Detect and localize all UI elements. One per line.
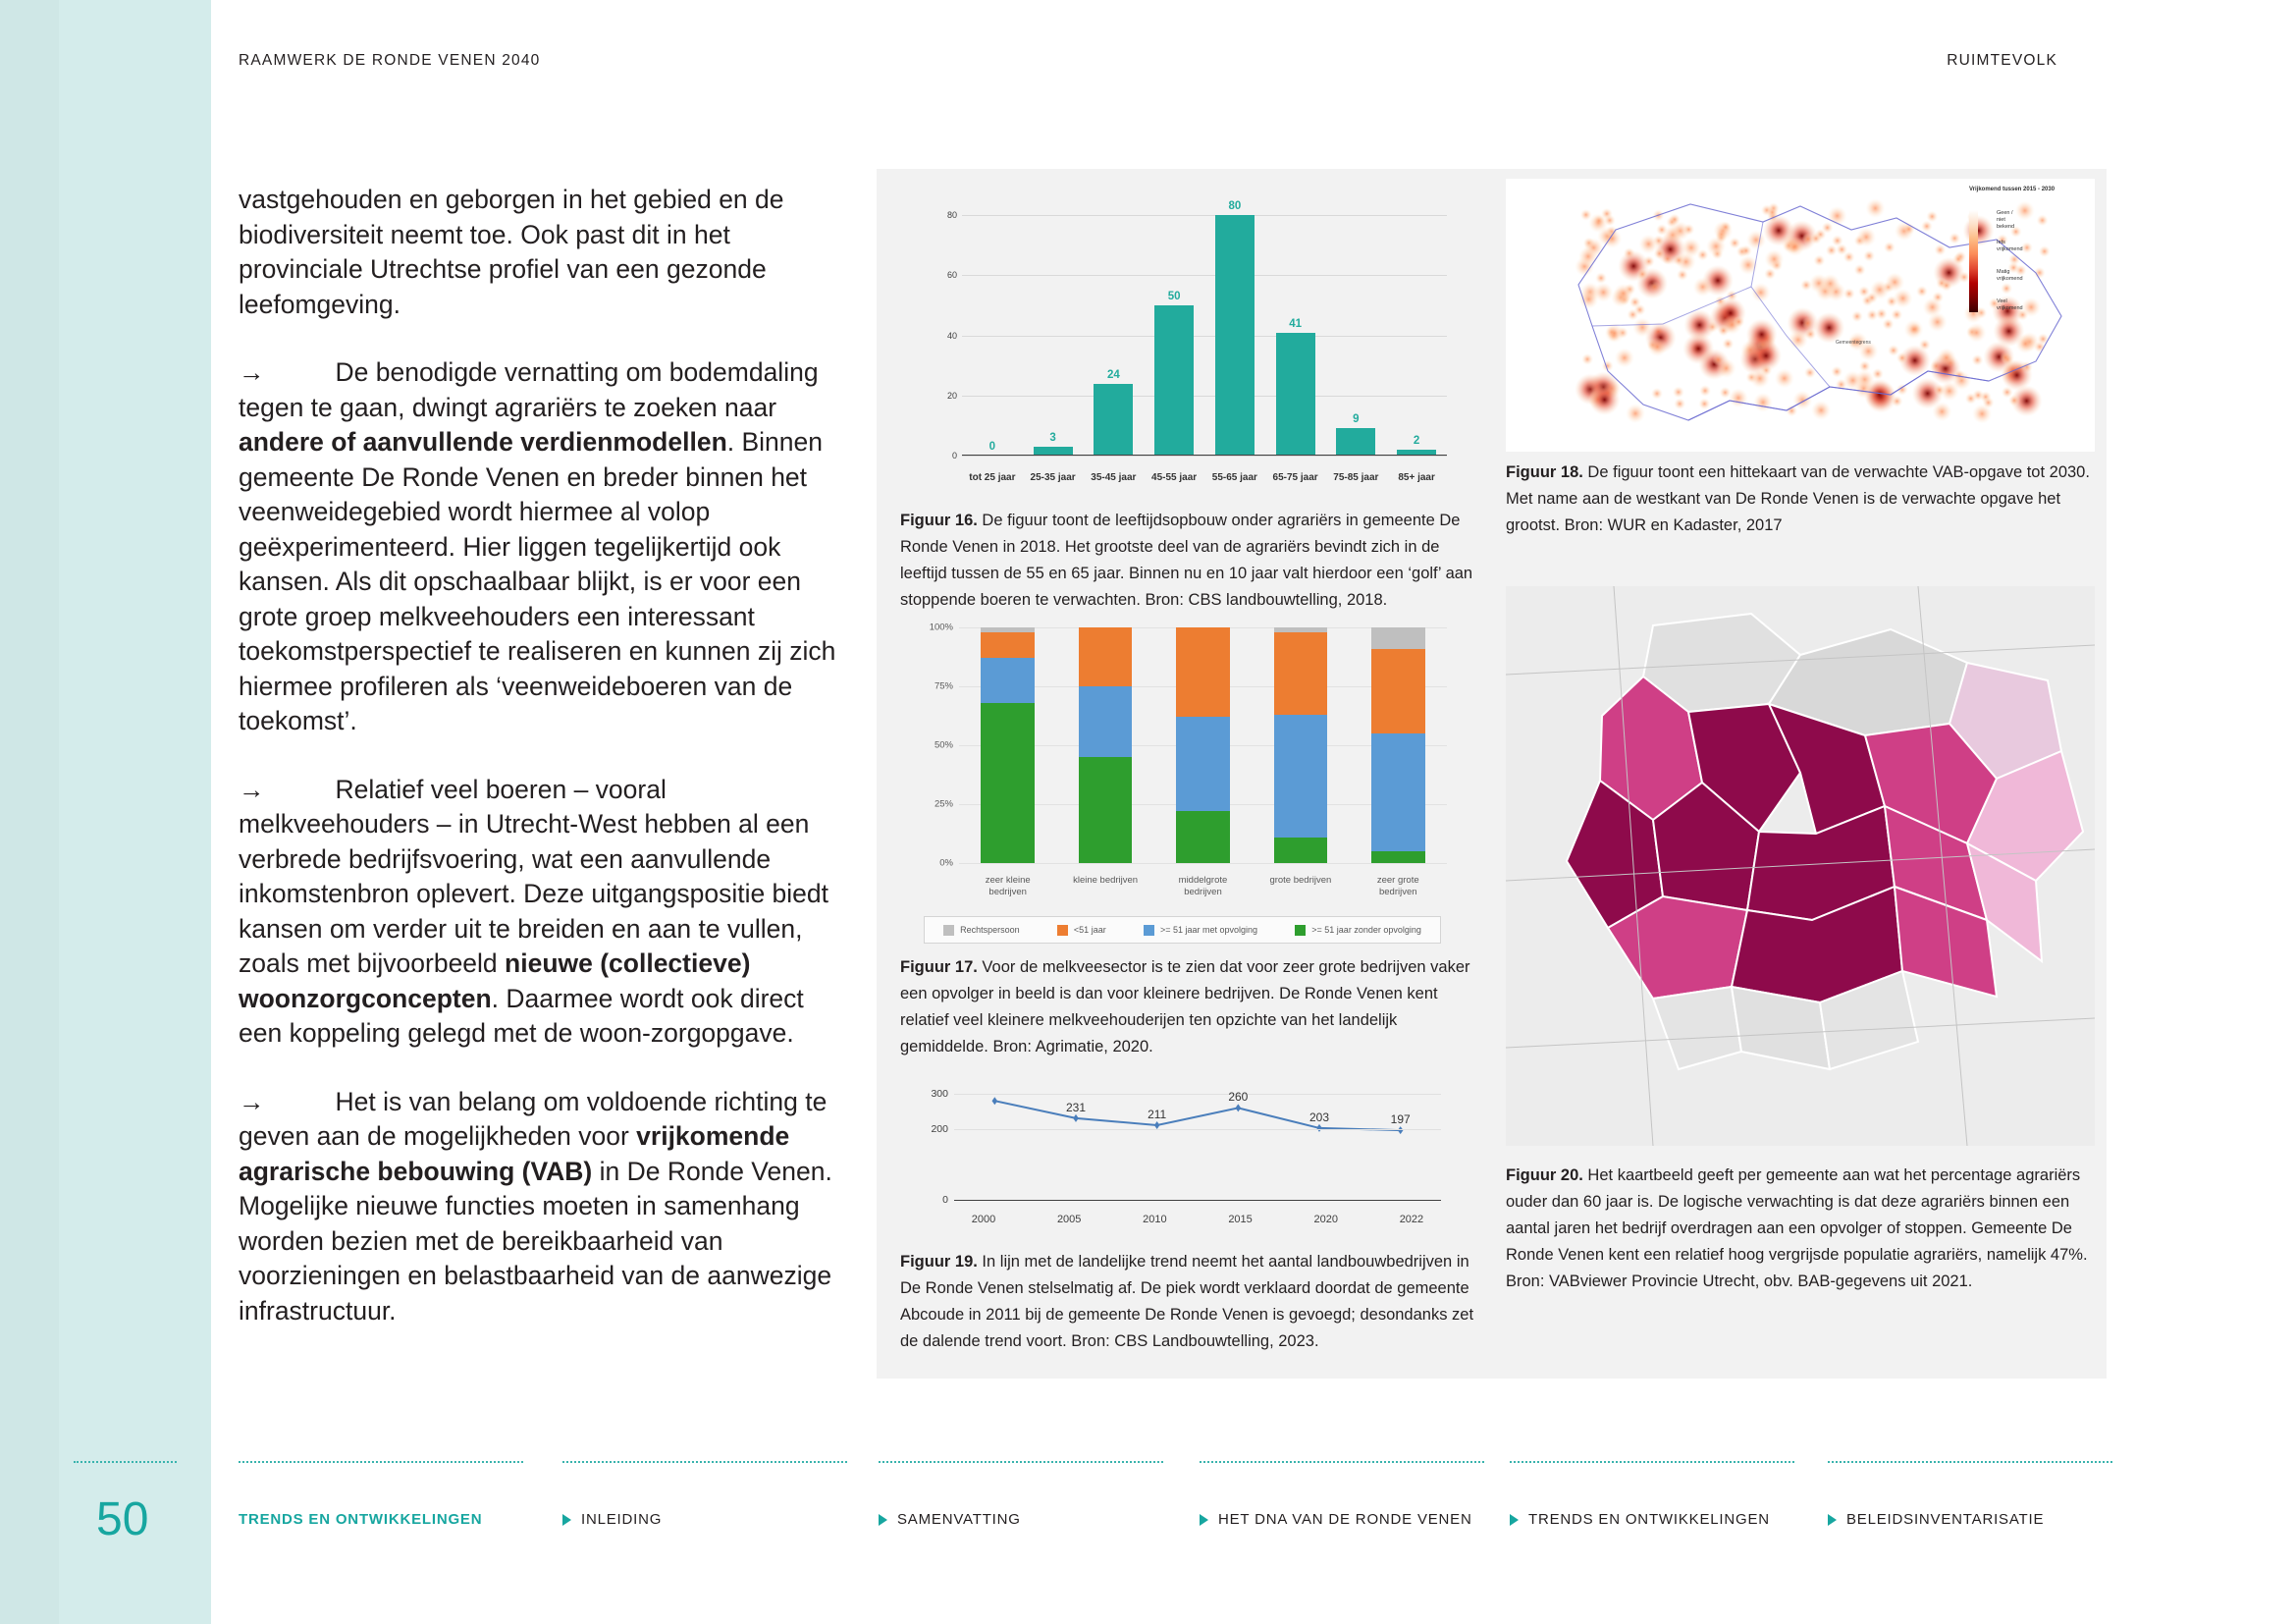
play-triangle-icon xyxy=(1828,1514,1837,1526)
fig17-gridline xyxy=(959,863,1447,864)
fig18-legend-row: Geen / niet bekend xyxy=(1997,210,2015,230)
figure-17-caption-text: Voor de melkveesector is te zien dat voor zeer grote bedrijven vaker een opvolger in beeld is dan voor kleinere bedrijven. De Ronde Venen kent relatief veel kleinere melkveehouderijen ten opzichte van het landelijk gemiddelde. Bron: Agrimatie, 2020. xyxy=(900,958,1470,1056)
fig17-y-tick: 75% xyxy=(934,680,953,692)
fig16-bar-item xyxy=(1268,200,1323,456)
fig17-plot-area xyxy=(929,622,1447,869)
fig18-heat-blob xyxy=(1746,319,1778,351)
fig19-marker xyxy=(1073,1114,1079,1122)
fig16-y-tick: 20 xyxy=(946,390,957,401)
figure-20-choropleth-map xyxy=(1506,586,2095,1146)
fig19-polyline xyxy=(994,1101,1400,1130)
fig18-heat-blob xyxy=(1627,308,1638,320)
fig18-heat-blob xyxy=(1884,242,1896,253)
fig16-bar-value: 24 xyxy=(1106,368,1120,381)
fig16-x-axis xyxy=(962,455,1447,456)
fig16-bar xyxy=(1154,305,1194,456)
fig16-y-tick: 0 xyxy=(951,451,957,460)
fig17-category-label: zeer grote bedrijven xyxy=(1376,875,1419,897)
fig18-heat-blob xyxy=(1698,398,1710,409)
figure-18-heatmap-map xyxy=(1506,179,2095,452)
fig18-heat-blob xyxy=(1578,246,1598,266)
fig19-marker xyxy=(1154,1121,1160,1129)
fig16-category-label: 25-35 jaar xyxy=(1030,472,1076,483)
fig17-y-tick: 50% xyxy=(934,739,953,751)
figure-16-caption xyxy=(900,508,1477,614)
fig18-heat-blob xyxy=(1720,221,1732,233)
fig17-stacked-column xyxy=(1274,627,1328,863)
fig18-heat-blob xyxy=(1581,353,1593,365)
fig17-category-label: kleine bedrijven xyxy=(1073,875,1139,886)
fig19-x-axis xyxy=(954,1200,1441,1201)
fig18-heat-blob xyxy=(1648,281,1660,293)
fig17-legend xyxy=(924,916,1441,944)
fig18-heat-blob xyxy=(1919,339,1931,351)
figure-16-caption-text: De figuur toont de leeftijdsopbouw onder agrariërs in gemeente De Ronde Venen in 2018. Het grootste deel van de agrariërs bevindt zich in de leeftijd tussen de 55 en 65 jaar. Binnen nu en 10 jaar valt hierdoor een ‘golf’ aan stoppende boeren te verwachten. Bron: CBS landbouwtelling, 2018. xyxy=(900,512,1473,609)
fig16-category-label: 65-75 jaar xyxy=(1272,472,1318,483)
fig18-heat-blob xyxy=(1971,354,1983,366)
fig18-heat-blob xyxy=(1699,385,1711,397)
fig18-heat-blob xyxy=(1904,320,1924,340)
fig18-heat-blob xyxy=(1826,244,1838,256)
fig18-heat-blob xyxy=(1967,323,1987,343)
fig18-heat-blob xyxy=(1866,309,1878,321)
fig18-heat-blob xyxy=(1604,214,1616,226)
paragraph-4-bold: vrijkomende agrarische bebouwing (VAB) xyxy=(239,1121,790,1186)
fig19-point-label: 211 xyxy=(1148,1107,1167,1121)
fig18-heat-blob xyxy=(1636,268,1648,280)
fig18-heat-blob xyxy=(1595,272,1607,284)
fig18-heat-blob xyxy=(1693,277,1713,297)
fig18-heat-blob xyxy=(1854,264,1866,276)
paragraph-2-bold: andere of aanvullende verdienmodellen xyxy=(239,427,727,457)
fig18-heat-blob xyxy=(1775,368,1794,388)
fig18-heat-blob xyxy=(1851,310,1863,322)
fig17-legend-label: <51 jaar xyxy=(1073,925,1106,935)
fig18-heat-blob xyxy=(1673,254,1684,266)
fig17-legend-label: Rechtspersoon xyxy=(960,925,1020,935)
fig17-segment xyxy=(981,658,1035,703)
fig16-y-tick: 80 xyxy=(946,210,957,221)
figure-17-caption-label: Figuur 17. xyxy=(900,958,978,976)
fig17-y-tick: 25% xyxy=(934,798,953,810)
fig17-segment xyxy=(1274,838,1328,863)
left-color-strip-outer xyxy=(0,0,59,1624)
fig18-heat-blob xyxy=(1940,381,1959,401)
fig18-heat-blob xyxy=(1674,398,1685,409)
fig18-heat-blob xyxy=(1712,354,1724,366)
footer-nav-label: INLEIDING xyxy=(581,1511,663,1528)
figure-19-caption-label: Figuur 19. xyxy=(900,1253,978,1271)
footer-divider xyxy=(1510,1461,1794,1463)
fig17-stacked-columns xyxy=(959,627,1447,863)
fig18-heat-blob xyxy=(1865,198,1885,218)
svg-text:Gemeentegrens: Gemeentegrens xyxy=(1836,340,1871,346)
figure-18-caption-text: De figuur toont een hittekaart van de verwachte VAB-opgave tot 2030. Met name aan de westkant van De Ronde Venen is de verwachte opgave het grootst. Bron: WUR en Kadaster, 2017 xyxy=(1506,463,2090,534)
fig17-segment xyxy=(981,632,1035,658)
fig18-heat-blob xyxy=(1811,401,1831,420)
paragraph-4 xyxy=(239,1085,847,1329)
bullet-arrow: → xyxy=(239,774,265,804)
fig17-segment xyxy=(1079,627,1133,686)
fig18-heat-blob xyxy=(1589,384,1621,415)
fig16-category-label: 45-55 jaar xyxy=(1151,472,1198,483)
fig17-segment xyxy=(1274,632,1328,715)
bullet-arrow: → xyxy=(239,1086,265,1116)
fig18-heat-blob xyxy=(1813,254,1825,266)
fig18-legend-row: Veel vrijkomend xyxy=(1997,298,2023,311)
fig18-heat-blob xyxy=(1669,213,1681,225)
fig18-heat-blob xyxy=(1638,235,1658,254)
figure-20-caption-text: Het kaartbeeld geeft per gemeente aan wat het percentage agrariërs ouder dan 60 jaar is. De logische verwachting is dat deze agrariërs binnen een aantal jaren het bedrijf overdragen aan een opvolger of stoppen. Gemeente De Ronde Venen kent een relatief hoog vergrijsde populatie agrariërs, namelijk 47%. Bron: VABviewer Provincie Utrecht, obv. BAB-gegevens uit 2021. xyxy=(1506,1166,2088,1290)
paragraph-2-post: . Binnen gemeente De Ronde Venen en breder binnen het veenweidegebied wordt hiermee al volop geëxperimenteerd. Hier liggen tegelijkertijd ook kansen. Als dit opschaalbaar blijkt, is er voor een grote groep melkveehouders een interessant toekomstperspectief te realiseren en kunnen zij zich hiermee profileren als ‘veenweideboeren van de toekomst’. xyxy=(239,427,836,735)
fig19-x-labels xyxy=(954,1214,1441,1225)
footer-nav-item[interactable] xyxy=(1200,1511,1472,1528)
fig18-heat-blob xyxy=(1983,397,1995,408)
fig16-bar-item xyxy=(1389,200,1444,456)
figure-18-caption-label: Figuur 18. xyxy=(1506,463,1583,481)
fig19-point-label: 197 xyxy=(1390,1111,1411,1126)
fig18-legend xyxy=(1969,187,2085,311)
fig17-legend-item[interactable] xyxy=(1144,925,1257,936)
fig20-map-graphic xyxy=(1506,586,2095,1146)
fig19-plot-area xyxy=(931,1088,1441,1206)
fig17-stacked-column xyxy=(1371,627,1425,863)
footer-divider xyxy=(1828,1461,2112,1463)
footer-divider xyxy=(1200,1461,1484,1463)
fig19-x-tick: 2010 xyxy=(1143,1214,1167,1225)
footer-nav-item[interactable] xyxy=(1510,1511,1770,1528)
fig18-heat-blob xyxy=(1626,404,1645,423)
figure-18-caption xyxy=(1506,460,2095,539)
fig18-legend-row: Iets vrijkomend xyxy=(1997,240,2023,252)
fig18-heat-blob xyxy=(1932,402,1951,421)
fig18-heat-blob xyxy=(1673,386,1684,398)
fig18-heat-blob xyxy=(1810,233,1822,244)
fig18-heat-blob xyxy=(1923,298,1943,317)
fig17-segment xyxy=(1176,627,1230,717)
fig17-y-tick: 100% xyxy=(929,622,953,633)
fig17-segment xyxy=(1079,686,1133,757)
fig17-stacked-column xyxy=(1176,627,1230,863)
fig18-heat-blob xyxy=(1580,209,1592,221)
fig19-x-tick: 2005 xyxy=(1056,1214,1082,1225)
fig17-legend-item[interactable] xyxy=(1295,925,1421,936)
fig16-bar-item xyxy=(1026,200,1081,456)
fig16-bar-value: 3 xyxy=(1049,431,1056,444)
fig19-gridline xyxy=(954,1129,1441,1130)
fig16-bar xyxy=(1094,384,1133,456)
fig18-heat-blob xyxy=(1916,286,1928,298)
fig17-segment xyxy=(981,703,1035,863)
fig17-stacked-column xyxy=(981,627,1035,863)
fig19-x-tick: 2022 xyxy=(1399,1214,1424,1225)
fig16-category-label: 85+ jaar xyxy=(1398,472,1435,483)
paragraph-2 xyxy=(239,355,847,739)
fig16-y-tick: 40 xyxy=(946,330,957,341)
fig17-category-label: middelgrote bedrijven xyxy=(1178,875,1228,897)
fig18-heat-blob xyxy=(1886,296,1897,307)
fig19-x-tick: 2020 xyxy=(1313,1214,1338,1225)
fig18-heat-blob xyxy=(1792,391,1812,410)
bullet-arrow: → xyxy=(239,357,265,387)
fig17-category-label: zeer kleine bedrijven xyxy=(985,875,1031,897)
fig16-bar-item xyxy=(1207,200,1262,456)
fig18-heat-blob xyxy=(1729,238,1740,249)
footer-nav-item[interactable] xyxy=(562,1511,662,1528)
fig16-bar-item xyxy=(1328,200,1383,456)
fig16-category-label: 35-45 jaar xyxy=(1091,472,1137,483)
fig18-heat-blob xyxy=(1831,366,1842,378)
footer-divider xyxy=(74,1461,177,1463)
fig18-heat-blob xyxy=(2037,333,2049,345)
fig18-heat-blob xyxy=(1614,284,1633,303)
fig18-heat-blob xyxy=(1801,317,1813,329)
footer-divider xyxy=(562,1461,847,1463)
fig19-point-label: 260 xyxy=(1228,1090,1249,1105)
fig18-heat-blob xyxy=(1605,323,1625,343)
fig17-legend-swatch xyxy=(1057,925,1068,936)
fig18-heat-blob xyxy=(1719,387,1731,399)
fig19-y-tick: 200 xyxy=(931,1123,948,1135)
footer-nav-label: TRENDS EN ONTWIKKELINGEN xyxy=(239,1511,483,1528)
fig16-plot-area xyxy=(962,200,1447,456)
fig19-point-label: 203 xyxy=(1308,1110,1330,1124)
fig18-heat-blob xyxy=(1863,250,1875,262)
fig18-heat-blob xyxy=(1843,251,1855,263)
fig18-heat-blob xyxy=(1753,393,1773,412)
fig17-segment xyxy=(1176,717,1230,811)
fig18-heat-blob xyxy=(1697,249,1709,261)
fig19-marker xyxy=(1316,1124,1322,1132)
fig18-heat-blob xyxy=(1615,348,1634,367)
header-publisher: RUIMTEVOLK xyxy=(1947,52,2057,69)
footer-divider xyxy=(239,1461,523,1463)
footer-nav-item[interactable] xyxy=(239,1511,482,1528)
footer-nav-label: SAMENVATTING xyxy=(897,1511,1021,1528)
figure-19-caption-text: In lijn met de landelijke trend neemt het aantal landbouwbedrijven in De Ronde Venen stelselmatig af. De piek wordt verklaard doordat de gemeente Abcoude in 2011 bij de gemeente De Ronde Venen is gevoegd; desondanks zet de dalende trend voort. Bron: CBS Landbouwtelling, 2023. xyxy=(900,1253,1474,1350)
fig16-bar-item xyxy=(1086,200,1141,456)
fig18-heat-blob xyxy=(1926,211,1938,223)
figure-19-caption xyxy=(900,1249,1477,1355)
fig18-heat-blob xyxy=(1858,286,1870,298)
fig16-bar-item xyxy=(965,200,1020,456)
figure-16-bar-chart xyxy=(900,179,1465,503)
page-number: 50 xyxy=(96,1493,149,1545)
fig16-bar xyxy=(1215,215,1255,456)
fig17-segment xyxy=(1371,851,1425,863)
fig18-heat-blob xyxy=(1647,337,1667,356)
fig18-heat-blob xyxy=(1800,279,1812,291)
fig17-segment xyxy=(1371,649,1425,733)
body-text-column xyxy=(239,183,847,1362)
fig16-category-label: 55-65 jaar xyxy=(1211,472,1257,483)
fig18-heat-blob xyxy=(1822,222,1834,234)
fig18-heat-blob xyxy=(1896,352,1908,364)
fig16-bar-value: 9 xyxy=(1353,413,1360,426)
footer-divider xyxy=(879,1461,1163,1463)
fig16-bar-value: 50 xyxy=(1167,291,1181,303)
paragraph-1: vastgehouden en geborgen in het gebied en de biodiversiteit neemt toe. Ook past dit in het provinciale Utrechtse profiel van een gezonde leefomgeving. xyxy=(239,185,784,319)
fig16-bars xyxy=(962,200,1447,456)
fig16-bar-value: 2 xyxy=(1413,434,1420,447)
fig17-legend-item[interactable] xyxy=(943,925,1020,936)
fig17-y-tick: 0% xyxy=(939,857,953,869)
fig17-segment xyxy=(1371,627,1425,649)
fig19-point-label: 231 xyxy=(1065,1100,1087,1114)
fig18-heat-blob xyxy=(1733,316,1744,328)
paragraph-3 xyxy=(239,773,847,1052)
paragraph-3-post: . Daarmee wordt ook direct een koppeling gelegd met de woon-zorgopgave. xyxy=(239,983,804,1048)
header-document-title: RAAMWERK DE RONDE VENEN 2040 xyxy=(239,52,541,69)
fig16-bar-item xyxy=(1147,200,1201,456)
fig18-heat-blob xyxy=(1821,274,1841,294)
figure-20-caption xyxy=(1506,1163,2105,1295)
fig16-category-labels xyxy=(962,472,1447,483)
fig16-bar-value: 80 xyxy=(1228,200,1242,213)
fig18-heat-blob xyxy=(1891,308,1902,320)
paragraph-4-post: in De Ronde Venen. Mogelijke nieuwe functies moeten in samenhang worden bezien met de bereikbaarheid van voorzieningen en belastbaarheid van de aanwezige infrastructuur. xyxy=(239,1156,832,1326)
footer-nav-item[interactable] xyxy=(1828,1511,2044,1528)
paragraph-4-pre: Het is van belang om voldoende richting te geven aan de mogelijkheden voor xyxy=(239,1086,828,1151)
play-triangle-icon xyxy=(1200,1514,1208,1526)
left-color-strip-inner xyxy=(59,0,211,1624)
fig18-heat-blob xyxy=(1722,338,1734,350)
fig16-gridline xyxy=(962,456,1447,457)
fig18-heat-blob xyxy=(1651,388,1663,400)
fig16-bar-value: 41 xyxy=(1289,317,1303,330)
fig18-heat-blob xyxy=(1934,244,1946,255)
fig17-legend-label: >= 51 jaar met opvolging xyxy=(1159,925,1258,935)
fig19-y-tick: 300 xyxy=(931,1088,948,1100)
fig16-category-label: 75-85 jaar xyxy=(1333,472,1379,483)
paragraph-2-pre: De benodigde vernatting om bodemdaling tegen te gaan, dwingt agrariërs te zoeken naar xyxy=(239,357,819,422)
fig17-segment xyxy=(1371,733,1425,851)
fig16-bar-value: 0 xyxy=(988,441,996,453)
fig18-heat-blob xyxy=(1656,224,1668,236)
fig18-heat-blob xyxy=(1941,280,1952,292)
fig18-heat-blob xyxy=(1593,283,1613,302)
paragraph-3-pre: Relatief veel boeren – vooral melkveehouders – in Utrecht-West hebben al een verbrede bedrijfsvoering, wat een aanvullende inkomstenbron oplevert. Deze uitgangspositie biedt kansen om verder uit te breiden en aan te vullen, zoals met bijvoorbeeld xyxy=(239,774,829,978)
fig17-legend-label: >= 51 jaar zonder opvolging xyxy=(1311,925,1421,935)
fig16-y-tick: 60 xyxy=(946,270,957,281)
fig17-segment xyxy=(1176,811,1230,863)
fig18-heat-blob xyxy=(1786,237,1805,256)
fig17-category-labels xyxy=(959,875,1447,898)
fig17-stacked-column xyxy=(1079,627,1133,863)
figure-17-caption xyxy=(900,954,1477,1060)
fig18-heat-blob xyxy=(1683,309,1715,341)
fig19-line-series xyxy=(954,1094,1441,1200)
fig18-heat-blob xyxy=(1872,368,1884,380)
footer-nav-label: TRENDS EN ONTWIKKELINGEN xyxy=(1528,1511,1770,1528)
fig18-heat-blob xyxy=(1764,249,1784,269)
fig17-segment xyxy=(1274,715,1328,838)
fig18-heat-blob xyxy=(1952,253,1964,265)
figures-panel xyxy=(877,169,2107,1379)
fig18-heat-blob xyxy=(1937,348,1956,367)
fig17-category-label: grote bedrijven xyxy=(1269,875,1332,886)
fig17-legend-item[interactable] xyxy=(1057,925,1106,936)
fig17-legend-swatch xyxy=(943,925,954,936)
fig18-heat-blob xyxy=(1726,290,1737,301)
fig18-heat-blob xyxy=(1740,244,1752,256)
figure-16-caption-label: Figuur 16. xyxy=(900,512,978,529)
fig18-legend-title: Vrijkomend tussen 2015 - 2030 xyxy=(1969,187,2056,192)
footer-nav-label: BELEIDSINVENTARISATIE xyxy=(1846,1511,2045,1528)
fig19-x-tick: 2000 xyxy=(971,1214,996,1225)
fig16-bar xyxy=(1336,428,1375,456)
fig17-legend-swatch xyxy=(1295,925,1306,936)
play-triangle-icon xyxy=(562,1514,571,1526)
fig18-heat-blob xyxy=(1682,224,1694,236)
figure-17-stacked-bar-chart xyxy=(900,616,1465,949)
play-triangle-icon xyxy=(1510,1514,1519,1526)
fig19-marker xyxy=(992,1097,998,1105)
fig18-heat-blob xyxy=(1813,312,1844,344)
fig18-heat-blob xyxy=(1882,318,1894,330)
fig18-heat-blob xyxy=(1750,368,1770,388)
play-triangle-icon xyxy=(879,1514,887,1526)
fig19-gridline xyxy=(954,1094,1441,1095)
fig18-heat-blob xyxy=(1870,280,1890,299)
fig18-heat-blob xyxy=(1856,227,1876,246)
fig16-category-label: tot 25 jaar xyxy=(969,472,1016,483)
fig18-legend-row: Matig vrijkomend xyxy=(1997,269,2023,282)
fig19-marker xyxy=(1236,1104,1242,1111)
fig19-x-tick: 2015 xyxy=(1228,1214,1253,1225)
fig19-y-tick: 0 xyxy=(942,1194,948,1206)
fig17-segment xyxy=(1079,757,1133,863)
fig17-legend-swatch xyxy=(1144,925,1154,936)
footer-nav-label: HET DNA VAN DE RONDE VENEN xyxy=(1218,1511,1472,1528)
fig18-heat-blob xyxy=(1949,233,1960,244)
figure-20-caption-label: Figuur 20. xyxy=(1506,1166,1583,1184)
fig18-heat-blob xyxy=(1729,388,1748,407)
fig18-heat-blob xyxy=(1804,328,1816,340)
fig18-color-ramp xyxy=(1969,210,1978,312)
figure-19-line-chart xyxy=(900,1082,1465,1239)
fig16-bar xyxy=(1276,333,1315,456)
paragraph-3-bold: nieuwe (collectieve) woonzorgconcepten xyxy=(239,948,751,1013)
fig19-marker xyxy=(1398,1126,1404,1134)
footer-nav-item[interactable] xyxy=(879,1511,1021,1528)
fig18-heat-blob xyxy=(1972,390,1984,402)
